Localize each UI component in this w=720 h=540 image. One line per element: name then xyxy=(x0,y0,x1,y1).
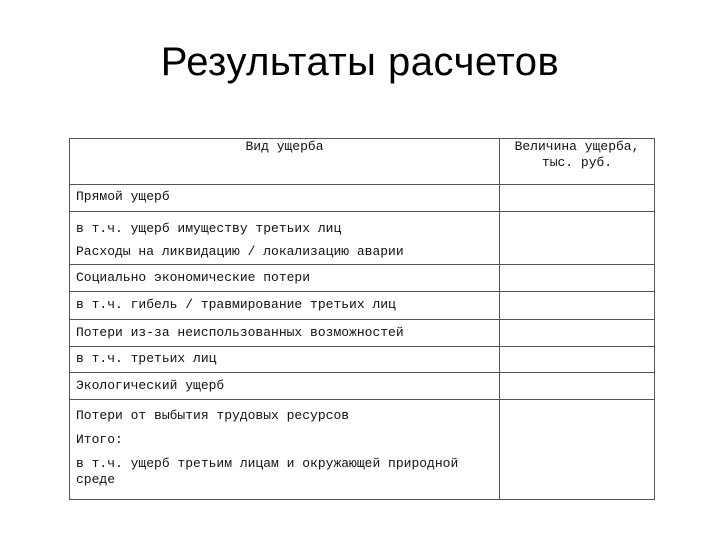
slide-title: Результаты расчетов xyxy=(160,40,560,84)
table-row xyxy=(70,347,655,373)
damage-table xyxy=(69,138,655,500)
value-cell xyxy=(500,212,655,265)
table-row xyxy=(70,185,655,212)
row-label: Потери от выбытия трудовых ресурсов xyxy=(76,408,350,423)
row-label: Итого: xyxy=(76,432,123,447)
value-cell xyxy=(500,373,655,400)
value-cell xyxy=(500,320,655,347)
row-label: Расходы на ликвидацию / локализацию аварии xyxy=(76,244,404,259)
table-header-row xyxy=(70,139,655,185)
row-label: Прямой ущерб xyxy=(76,189,170,204)
row-label: в т.ч. гибель / травмирование третьих лиц xyxy=(76,297,396,312)
row-label: Социально экономические потери xyxy=(76,270,311,285)
row-label: в т.ч. третьих лиц xyxy=(76,351,217,366)
row-label: в т.ч. ущерб имуществу третьих лиц xyxy=(76,221,342,236)
header-damage-type: Вид ущерба xyxy=(70,139,500,185)
row-label: в т.ч. ущерб третьим лицам и окружающей природной среде xyxy=(76,456,459,487)
table-row xyxy=(70,265,655,292)
value-cell xyxy=(500,265,655,292)
value-cell xyxy=(500,292,655,320)
table-row xyxy=(70,320,655,347)
value-cell xyxy=(500,347,655,373)
table-row xyxy=(70,212,655,265)
row-label: Экологический ущерб xyxy=(76,378,225,393)
value-cell xyxy=(500,400,655,500)
header-damage-value: Величина ущерба, тыс. руб. xyxy=(500,139,655,185)
row-label: Потери из-за неиспользованных возможностей xyxy=(76,325,404,340)
table-row xyxy=(70,373,655,400)
value-cell xyxy=(500,185,655,212)
table-row xyxy=(70,292,655,320)
table-row xyxy=(70,400,655,500)
